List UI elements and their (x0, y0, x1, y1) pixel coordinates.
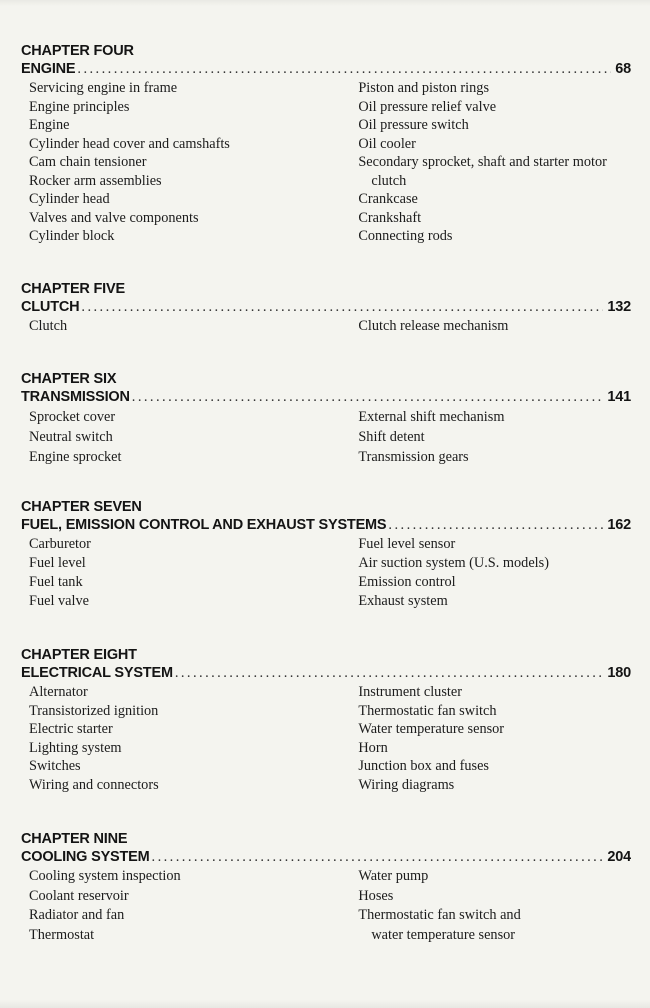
right-column (350, 79, 631, 246)
page-number: 132 (607, 299, 631, 315)
section-item[interactable]: Cylinder block (29, 228, 115, 244)
left-column (21, 79, 350, 246)
section-item[interactable]: Crankshaft (358, 209, 422, 226)
left-column (21, 407, 350, 467)
section-item[interactable]: Cylinder head cover and camshafts (29, 135, 230, 152)
section-list (21, 407, 631, 467)
dot-leader (175, 664, 604, 682)
section-item[interactable]: Secondary sprocket, shaft and starter motor (358, 154, 607, 170)
section-item[interactable]: Cylinder head (29, 191, 110, 207)
section-item[interactable]: Thermostat (29, 926, 95, 943)
section-item[interactable]: Oil pressure relief valve (358, 98, 497, 115)
section-item[interactable]: Air suction system (U.S. models) (358, 555, 549, 571)
chapter-label: CHAPTER FOUR (21, 43, 134, 59)
chapter-title[interactable]: ELECTRICAL SYSTEM (21, 665, 173, 681)
section-item-continuation[interactable]: clutch (371, 172, 407, 189)
section-item[interactable]: Thermostatic fan switch and (358, 907, 521, 923)
dot-leader (152, 848, 604, 866)
dot-leader (388, 516, 603, 534)
section-item[interactable]: Fuel level sensor (358, 536, 456, 552)
section-item[interactable]: Hoses (358, 887, 394, 904)
section-item-continuation[interactable]: water temperature sensor (371, 926, 516, 943)
page-number: 162 (607, 517, 631, 533)
section-item[interactable]: Clutch (29, 318, 68, 334)
section-item[interactable]: Wiring diagrams (358, 776, 455, 793)
section-item[interactable]: Water pump (358, 868, 429, 884)
right-column (350, 317, 631, 336)
chapter-five (21, 281, 631, 336)
chapter-title-row[interactable] (21, 60, 631, 79)
section-item[interactable]: Emission control (358, 574, 456, 590)
chapter-title-row[interactable] (21, 664, 631, 683)
right-column (350, 535, 631, 611)
section-item[interactable]: Engine principles (29, 98, 130, 115)
chapter-label: CHAPTER SEVEN (21, 499, 142, 515)
chapter-four (21, 43, 631, 246)
section-item[interactable]: Lighting system (29, 739, 122, 756)
chapter-title-row[interactable] (21, 298, 631, 317)
section-item[interactable]: Electric starter (29, 721, 113, 737)
section-list (21, 79, 631, 246)
chapter-title-row[interactable] (21, 388, 631, 407)
section-item[interactable]: Oil cooler (358, 135, 416, 152)
right-column (350, 683, 631, 794)
left-column (21, 317, 350, 336)
left-column (21, 867, 350, 945)
section-item[interactable]: Transistorized ignition (29, 702, 159, 719)
section-item[interactable]: Wiring and connectors (29, 776, 159, 793)
section-item[interactable]: Clutch release mechanism (358, 318, 509, 334)
section-item[interactable]: Fuel level (29, 555, 86, 571)
chapter-label: CHAPTER NINE (21, 831, 128, 847)
chapter-title-row[interactable] (21, 848, 631, 867)
dot-leader (132, 388, 604, 406)
chapter-seven (21, 499, 631, 611)
section-item[interactable]: Alternator (29, 684, 88, 700)
section-item[interactable]: Switches (29, 758, 81, 774)
chapter-nine (21, 831, 631, 945)
section-item[interactable]: External shift mechanism (358, 409, 505, 425)
section-item[interactable]: Rocker arm assemblies (29, 172, 162, 189)
section-item[interactable]: Cam chain tensioner (29, 154, 147, 170)
chapter-title-row[interactable] (21, 516, 631, 535)
section-item[interactable]: Coolant reservoir (29, 887, 129, 904)
page-number: 180 (607, 665, 631, 681)
section-item[interactable]: Valves and valve components (29, 209, 199, 226)
section-list (21, 683, 631, 794)
page-number: 68 (615, 61, 631, 77)
page-number: 204 (607, 849, 631, 865)
section-item[interactable]: Neutral switch (29, 429, 113, 445)
section-item[interactable]: Connecting rods (358, 228, 453, 244)
section-item[interactable]: Thermostatic fan switch (358, 702, 497, 719)
section-item[interactable]: Oil pressure switch (358, 117, 469, 133)
section-item[interactable]: Engine (29, 117, 70, 133)
section-item[interactable]: Exhaust system (358, 593, 448, 609)
section-item[interactable]: Cooling system inspection (29, 868, 181, 884)
section-item[interactable]: Fuel tank (29, 574, 83, 590)
section-item[interactable]: Sprocket cover (29, 409, 116, 425)
section-item[interactable]: Carburetor (29, 536, 91, 552)
right-column (350, 407, 631, 467)
chapter-title[interactable]: TRANSMISSION (21, 389, 130, 405)
section-item[interactable]: Water temperature sensor (358, 721, 505, 737)
section-list (21, 535, 631, 611)
chapter-title[interactable]: COOLING SYSTEM (21, 849, 150, 865)
chapter-label: CHAPTER SIX (21, 371, 117, 387)
section-item[interactable]: Horn (358, 739, 388, 756)
right-column (350, 867, 631, 945)
section-item[interactable]: Engine sprocket (29, 449, 122, 465)
left-column (21, 535, 350, 611)
chapter-title[interactable]: CLUTCH (21, 299, 80, 315)
section-item[interactable]: Piston and piston rings (358, 80, 490, 96)
chapter-label: CHAPTER EIGHT (21, 647, 137, 663)
chapter-eight (21, 647, 631, 794)
section-item[interactable]: Fuel valve (29, 593, 89, 609)
chapter-six (21, 371, 631, 467)
section-item[interactable]: Radiator and fan (29, 907, 125, 923)
chapter-title[interactable]: FUEL, EMISSION CONTROL AND EXHAUST SYSTEMS (21, 517, 387, 533)
chapter-title[interactable]: ENGINE (21, 61, 76, 77)
section-item[interactable]: Servicing engine in frame (29, 80, 178, 96)
section-item[interactable]: Instrument cluster (358, 684, 462, 700)
left-column (21, 683, 350, 794)
section-item[interactable]: Shift detent (358, 429, 425, 445)
section-list (21, 867, 631, 945)
section-list (21, 317, 631, 336)
dot-leader (77, 60, 611, 78)
page-number: 141 (607, 389, 631, 405)
section-item[interactable]: Junction box and fuses (358, 758, 489, 774)
section-item[interactable]: Crankcase (358, 191, 418, 207)
chapter-label: CHAPTER FIVE (21, 281, 125, 297)
section-item[interactable]: Transmission gears (358, 449, 469, 465)
dot-leader (81, 298, 603, 316)
